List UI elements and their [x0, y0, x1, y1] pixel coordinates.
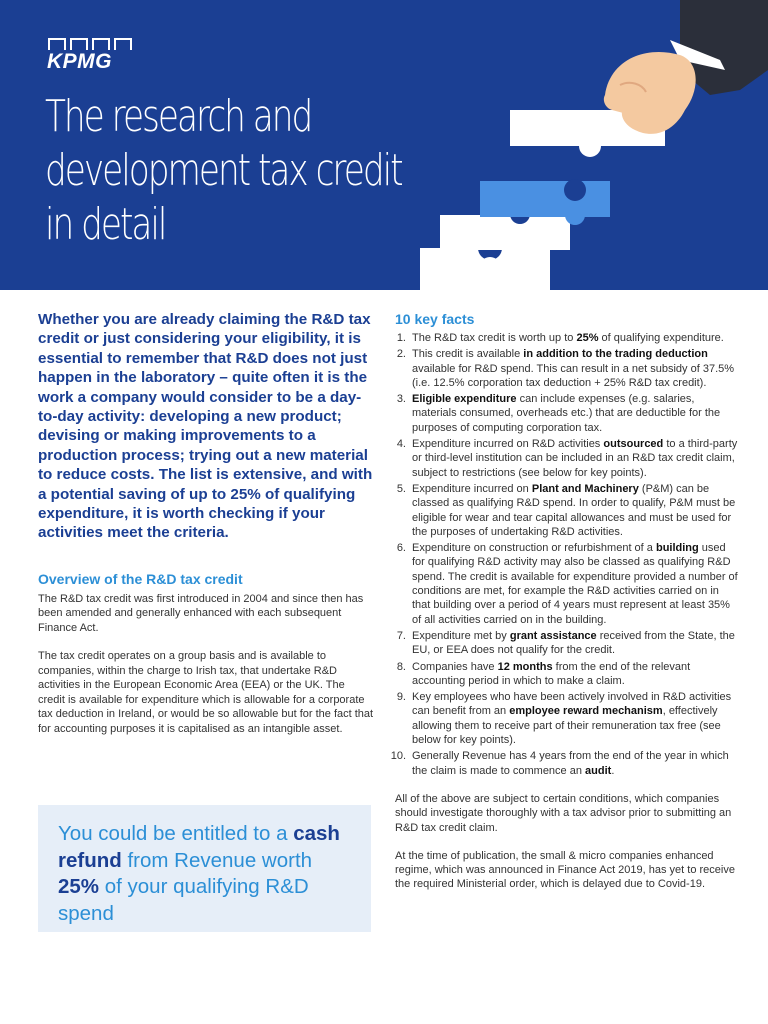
title-line: development tax credit — [45, 145, 402, 196]
item-text-part: , effectively allowing them to receive part of their remuneration tax free (see below for key points). — [412, 705, 721, 747]
intro-paragraph: Whether you are already claiming the R&D tax credit or just considering your eligibility, it is essential to remember that R&D does not just happen in the laboratory – quite often it is the work a company would consider to be a day-to-day activity: developing a new product; devising or making improvements to a production process; trying out a new material to reduce costs. The list is extensive, and with a potential saving of up to 25% of qualifying expenditure, it is worth checking if your activities meet the criteria. — [38, 311, 373, 542]
item-text-part: Expenditure on construction or refurbishment of a — [412, 542, 656, 555]
item-text — [412, 629, 738, 658]
item-text — [412, 437, 738, 480]
item-text-part: Companies have — [412, 660, 498, 673]
callout-text: You could be entitled to a — [58, 822, 294, 845]
item-number: 10. — [390, 750, 406, 763]
item-text-bold: 12 months — [497, 660, 553, 673]
item-text-part: of qualifying expenditure. — [598, 332, 724, 344]
item-text-part: from the end of the relevant accounting period in which to make a claim. — [412, 660, 691, 687]
list-item — [384, 629, 738, 658]
item-number: 4. — [396, 438, 406, 451]
callout-box — [38, 805, 371, 932]
list-item — [384, 331, 738, 345]
item-text-bold: employee reward mechanism — [509, 705, 663, 718]
item-text — [412, 749, 738, 778]
item-text-bold: Eligible expenditure — [412, 393, 517, 406]
item-text-part: (P&M) can be classed as qualifying R&D spend. In order to qualify, P&M must be eligible for wear and tear capital allowances and must be used for the purposes of undertaking R&D activities. — [412, 482, 736, 538]
key-facts-list — [384, 331, 738, 778]
item-text — [412, 690, 738, 747]
title-line: The research and — [45, 91, 312, 142]
item-text-bold: building — [655, 542, 699, 555]
callout-bold: cash refund — [58, 822, 340, 872]
hero-banner — [0, 0, 768, 290]
closing-paragraph: At the time of publication, the small & micro companies enhanced regime, which was announced in Finance Act 2019, has yet to receive the required Ministerial order, which is delayed due to Covid-19. — [395, 849, 735, 891]
item-number: 7. — [396, 629, 406, 642]
item-number: 5. — [396, 482, 406, 495]
list-item — [384, 541, 738, 627]
puzzle-hand-illustration — [380, 0, 768, 290]
list-item — [384, 660, 738, 689]
item-number: 1. — [396, 332, 406, 344]
item-text — [412, 392, 738, 435]
overview-heading: Overview of the R&D tax credit — [38, 570, 243, 587]
item-text-bold: grant assistance — [509, 629, 597, 642]
key-facts-heading: 10 key facts — [395, 311, 475, 327]
item-text-bold: audit — [585, 764, 612, 777]
item-number: 9. — [396, 691, 406, 704]
right-column — [384, 311, 738, 892]
overview-paragraph: The tax credit operates on a group basis and is available to companies, within the charge to Irish tax, that undertake R&D activities in the European Economic Area (EEA) or the UK. The credit is available for expenditure which is allowable for a corporate tax deduction in Ireland, or would be so allowable but for the fact that for accounting purposes it is capitalised as an intangible asset. — [38, 650, 374, 735]
item-number: 3. — [396, 393, 406, 406]
item-text-part: Expenditure incurred on R&D activities — [412, 438, 604, 451]
item-text-part: to a third-party or third-level institution can be included in an R&D tax credit claim, subject to restrictions (see below for key points). — [412, 438, 738, 479]
item-text — [412, 331, 738, 345]
list-item — [384, 347, 738, 390]
item-text-part: Expenditure incurred on — [412, 482, 532, 495]
callout-bold: 25% — [58, 875, 100, 898]
item-text-part: received from the State, the EU, or EEA does not qualify for the credit. — [412, 629, 735, 657]
list-item — [384, 749, 738, 778]
overview-paragraph: The R&D tax credit was first introduced in 2004 and since then has been amended and generally enhanced with each subsequent Finance Act. — [38, 592, 364, 634]
item-text-part: Key employees who have been actively involved in R&D activities can benefit from an — [412, 691, 732, 718]
title-line: in detail — [45, 199, 166, 250]
item-text-bold: in addition to the trading deduction — [523, 348, 708, 361]
item-text-bold: 25% — [576, 332, 599, 344]
list-item — [384, 690, 738, 747]
item-text-part: Generally Revenue has 4 years from the end of the year in which the claim is made to commence an — [412, 750, 729, 777]
list-item — [384, 437, 738, 480]
item-number: 2. — [396, 348, 406, 361]
callout-text: of your qualifying R&D spend — [58, 875, 309, 925]
item-text-part: available for R&D spend. This can result in a net subsidy of 37.5% (i.e. 12.5% corporation tax deduction + 25% R&D tax credit). — [412, 362, 735, 389]
item-text-part: . — [611, 764, 615, 777]
item-text — [412, 541, 738, 627]
list-item — [384, 482, 738, 539]
callout-text: from Revenue worth — [121, 848, 313, 872]
item-text — [412, 660, 738, 689]
item-text-part: Expenditure met by — [412, 629, 510, 642]
kpmg-logo: KPMG — [47, 50, 112, 73]
item-number: 6. — [396, 542, 406, 555]
item-text — [412, 347, 738, 390]
item-text-bold: Plant and Machinery — [531, 482, 639, 495]
item-text-bold: outsourced — [603, 438, 664, 451]
item-text-part: used for qualifying R&D activity may also be classed as qualifying R&D spend. The credit is available for expenditure provided a number of conditions are met, for example the R&D activities carried on in that building over a period of 4 years must represent at least 35% of all activities carried on in the building. — [412, 542, 738, 626]
kpmg-logo-boxes — [48, 38, 132, 50]
item-text — [412, 482, 738, 539]
closing-paragraph: All of the above are subject to certain conditions, which companies should investigate thoroughly with a tax advisor prior to submitting an R&D tax credit claim. — [395, 792, 732, 834]
item-text-part: This credit is available — [412, 348, 524, 361]
left-column — [38, 310, 374, 736]
item-text-part: can include expenses (e.g. salaries, materials consumed, overheads etc.) that are deductible for the purposes of computing corporation tax. — [412, 393, 721, 434]
list-item — [384, 392, 738, 435]
item-text-part: The R&D tax credit is worth up to — [412, 332, 577, 344]
item-number: 8. — [396, 660, 406, 673]
